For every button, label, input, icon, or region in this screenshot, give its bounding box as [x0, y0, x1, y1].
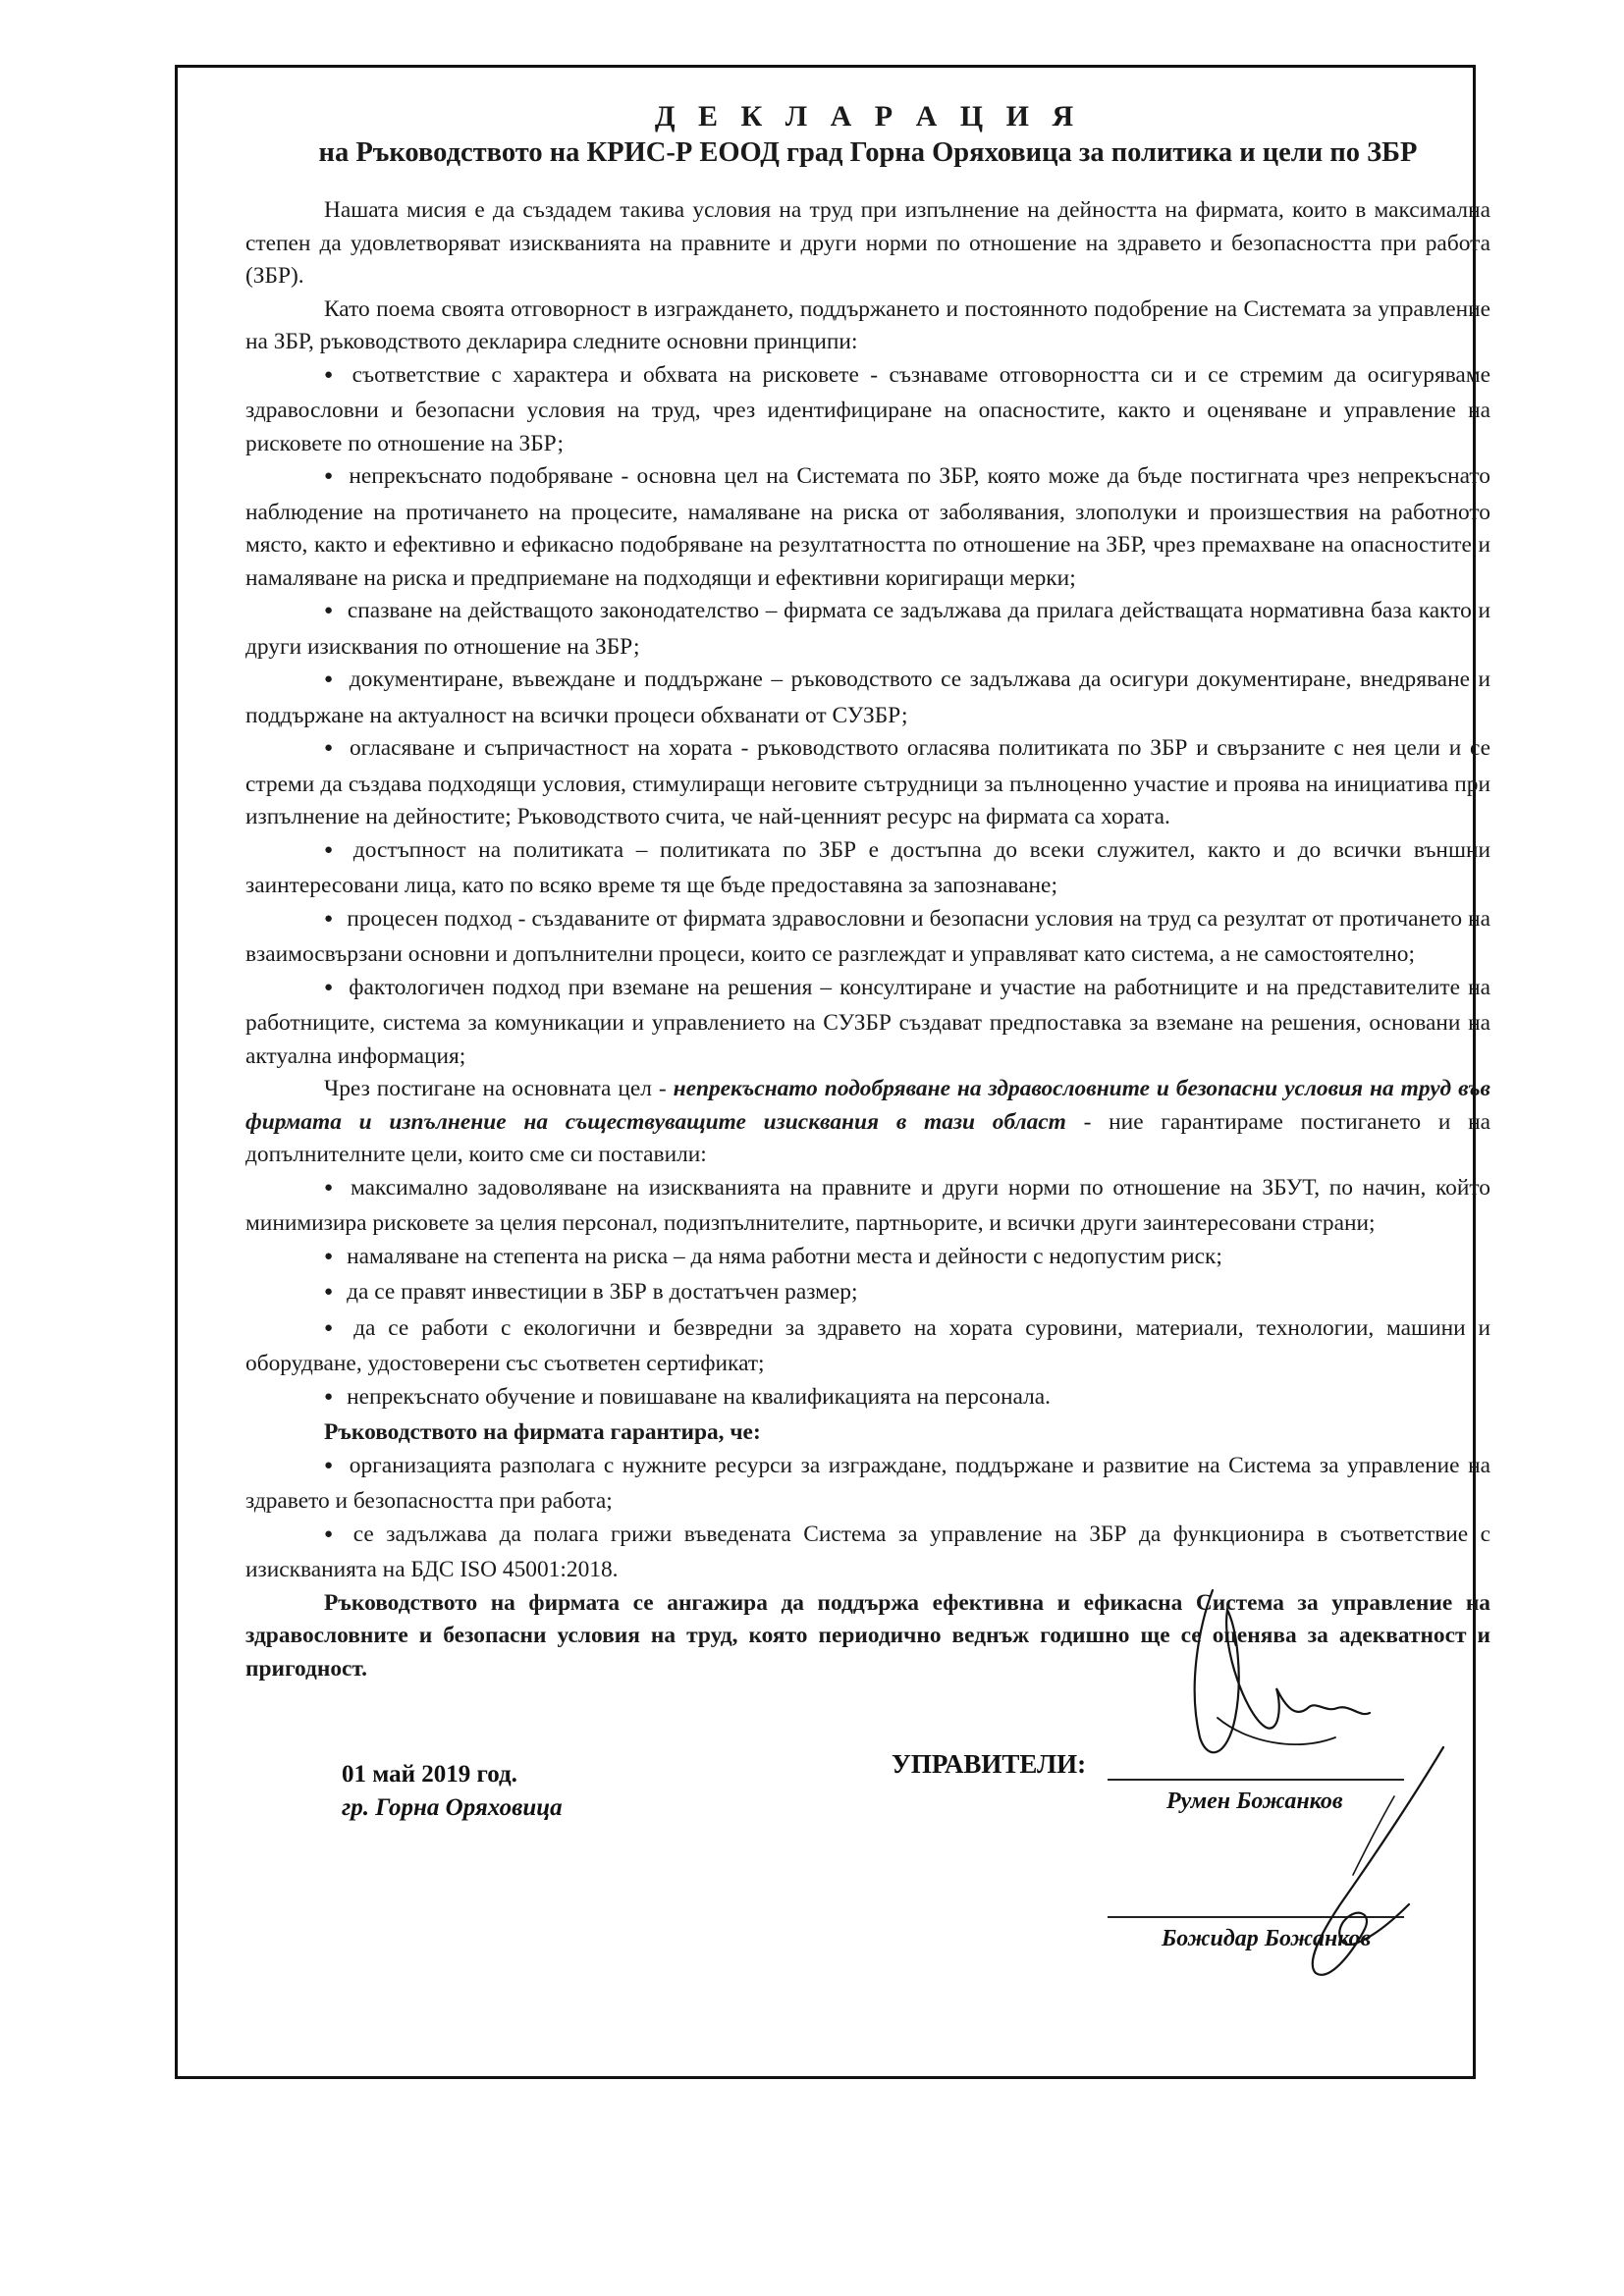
list-item: ● достъпност на политиката – политиката по ЗБР е достъпна до всеки служител, както и до всички външни заинтересовани лица, като по всяко време тя ще бъде предоставяна за запознаване;	[245, 836, 1490, 898]
mission-paragraph: Нашата мисия е да създадем такива условия на труд при изпълнение на дейността на фирмата, които в максимална степен да удовлетворяват изискванията на правните и други норми по отношение на здравето и безопасността при работа (ЗБР).	[245, 197, 1490, 289]
bullet-icon: ●	[324, 979, 336, 995]
list-item: ● огласяване и съпричастност на хората - ръководството огласява политиката по ЗБР и свързаните с нея цели и се стреми да създава подходящи условия, стимулиращи неговите сътрудници за пълноценно участие и проява на инициатива при изпълнение на дейностите; Ръководството счита, че най-ценният ресурс на фирмата са хората.	[245, 735, 1491, 829]
bullet-icon: ●	[324, 671, 336, 687]
list-item: ● организацията разполага с нужните ресурси за изграждане, поддържане и развитие на Система за управление на здравето и безопасността при работа;	[245, 1452, 1490, 1514]
list-item: ● документиране, въвеждане и поддържане – ръководството се задължава да осигури документиране, внедряване и поддържане на актуалност на всички процеси обхванати от СУЗБР;	[245, 667, 1491, 728]
list-item: ● да се работи с екологични и безвредни за здравето на хората суровини, материали, технологии, машини и оборудване, удостоверени със съответен сертификат;	[245, 1314, 1490, 1376]
managers-label: УПРАВИТЕЛИ:	[892, 1749, 1087, 1779]
list-item: ● съответствие с характера и обхвата на рисковете - съзнаваме отговорността си и се стремим да осигуряваме здравословни и безопасни условия на труд, чрез идентифициране на опасностите, както и оценяване и управление на рисковете по отношение на ЗБР;	[245, 361, 1490, 456]
document-subtitle: на Ръководството на КРИС-Р ЕООД град Горна Оряховица за политика и цели по ЗБР	[318, 137, 1418, 168]
bullet-icon: ●	[324, 1525, 340, 1542]
main-goal-paragraph: Чрез постигане на основната цел - непрекъснато подобряване на здравословните и безопасни условия на труд във фирмата и изпълнение на съществуващите изисквания в тази област - ние гарантираме постигането и на допълнителните цели, които сме си поставили:	[245, 1076, 1490, 1167]
goals-list	[245, 1172, 1490, 1417]
guarantees-list	[245, 1450, 1490, 1587]
list-item: ● спазване на действащото законодателство – фирмата се задължава да прилага действащата нормативна база както и други изисквания по отношение на ЗБР;	[245, 598, 1490, 660]
list-item: ● непрекъснато обучение и повишаване на квалификацията на персонала.	[324, 1383, 1052, 1410]
bullet-icon: ●	[324, 1319, 341, 1336]
list-item: ● непрекъснато подобряване - основна цел на Системата по ЗБР, която може да бъде постигната чрез непрекъснато наблюдение на протичането на процесите, намаляване на риска от заболявания, злополуки и произшествия на работното място, както и ефективно и ефикасно подобряване на резултатността по отношение на ЗБР, чрез премахване на опасностите и намаляване на риска и предприемане на подходящи и ефективни коригиращи мерки;	[245, 463, 1490, 591]
main-goal-text: непрекъснато подобряване на здравословните и безопасни условия на труд във фирмата и изпълнение на съществуващите изисквания в тази област	[245, 1076, 1490, 1135]
closing-statement: Ръководството на фирмата се ангажира да поддържа ефективна и ефикасна Система за управление на здравословните и безопасни условия на труд, която периодично веднъж годишно ще се оценява за адекватност и пригодност.	[245, 1589, 1490, 1682]
list-item: ● максимално задоволяване на изискванията на правните и други норми по отношение на ЗБУТ, по начин, който минимизира рисковете за целия персонал, подизпълнителите, партньорите, и всички други заинтересовани страни;	[245, 1174, 1491, 1236]
bullet-icon: ●	[324, 1248, 334, 1264]
principles-intro: Като поема своята отговорност в изграждането, поддържането и постоянното подобрение на Системата за управление на ЗБР, ръководството декларира следните основни принципи:	[245, 295, 1490, 354]
guarantee-heading: Ръководството на фирмата гарантира, че:	[324, 1419, 761, 1445]
bullet-icon: ●	[324, 468, 336, 484]
bullet-icon: ●	[324, 366, 339, 383]
bullet-icon: ●	[324, 1388, 334, 1405]
place-line: гр. Горна Оряховица	[342, 1794, 563, 1821]
signature-2-image	[1247, 1737, 1463, 1993]
bullet-icon: ●	[324, 603, 334, 618]
declaration-document	[245, 98, 1490, 1685]
bullet-icon: ●	[324, 1457, 336, 1473]
list-item: ● да се правят инвестиции в ЗБР в достатъчен размер;	[324, 1279, 858, 1305]
document-title: Д Е К Л А Р А Ц И Я	[654, 100, 1082, 133]
bullet-icon: ●	[324, 910, 334, 927]
principles-list	[245, 359, 1490, 1074]
bullet-icon: ●	[324, 841, 340, 858]
list-item: ● намаляване на степента на риска – да няма работни места и дейности с недопустим риск;	[324, 1243, 1222, 1269]
date-line: 01 май 2019 год.	[342, 1761, 517, 1788]
manager-name-1: Румен Божанков	[1166, 1789, 1343, 1814]
bullet-icon: ●	[324, 1179, 337, 1196]
bullet-icon: ●	[324, 740, 336, 756]
manager-name-2: Божидар Божанков	[1162, 1926, 1372, 1951]
list-item: ● фактологичен подход при вземане на решения – консултиране и участие на работниците и на представителите на работниците, система за комуникации и управлението на СУЗБР създават предпоставка за вземане на решения, основани на актуална информация;	[245, 974, 1491, 1069]
list-item: ● се задължава да полага грижи въведената Система за управление на ЗБР да функционира в съответствие с изискванията на БДС ISO 45001:2018.	[245, 1521, 1491, 1582]
bullet-icon: ●	[324, 1284, 334, 1300]
list-item: ● процесен подход - създаваните от фирмата здравословни и безопасни условия на труд са резултат от протичането на взаимосвързани основни и допълнителни процеси, които се разглеждат и управляват като система, а не самостоятелно;	[245, 905, 1491, 967]
